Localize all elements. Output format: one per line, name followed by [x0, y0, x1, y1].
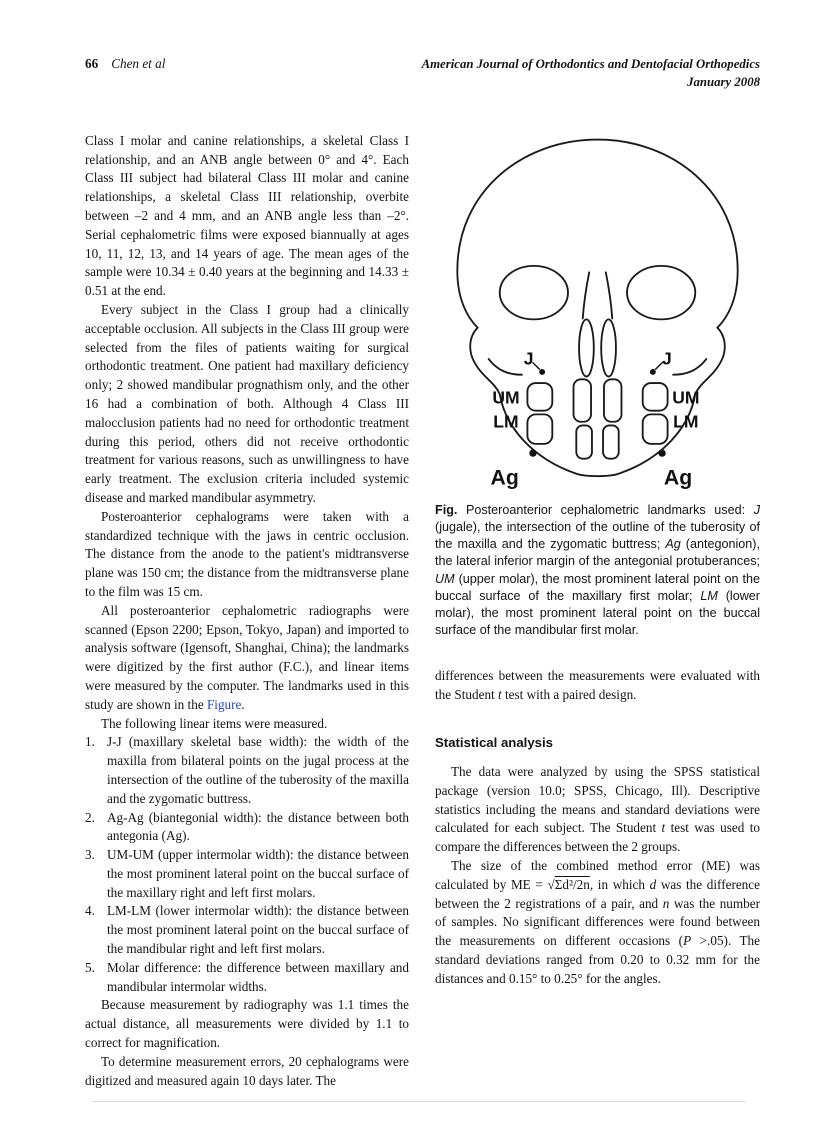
paragraph-sample-criteria: Class I molar and canine relationships, a skeletal Class I relationship, and an ANB angle between 0° and 4°. Each Class III subject had bilateral Class III molar and canine relationships, a skeletal Class III relationship, overbite between –2 and 4 mm, and an ANB angle less than –2°. Serial cephalometric films were exposed biannually at ages 10, 11, 12, 13, and 14 years of age. The mean ages of the sample were 10.34 ± 0.40 years at the beginning and 14.33 ± 0.51 at the end.: [85, 132, 409, 299]
page-number: 66: [85, 56, 99, 71]
list-item: [85, 846, 409, 902]
list-item-text: UM-UM (upper intermolar width): the distance between the most prominent lateral point on the buccal surface of the maxillary right and left first molars.: [107, 847, 409, 900]
label-antegonion-left: Ag: [490, 466, 519, 490]
list-item: [85, 902, 409, 958]
antegonion-dot-right: [658, 449, 665, 456]
paragraph-cephalogram-technique: Posteroanterior cephalograms were taken with a standardized technique with the jaws in centric occlusion. The distance from the anode to the patient's midtransverse plane was 150 cm; the distance from the midtransverse plane to the film was 15 cm.: [85, 508, 409, 599]
list-item: [85, 959, 409, 997]
label-jugale-right: J: [662, 348, 672, 369]
jugale-arrow-left: [533, 363, 539, 369]
page-header: [85, 56, 760, 92]
paragraph-continued: differences between the measurements were evaluated with the Student t test with a paired design.: [435, 668, 760, 703]
list-item-text: Molar difference: the difference between maxillary and mandibular intermolar widths.: [107, 959, 409, 994]
label-lower-molar-left: LM: [493, 411, 519, 432]
incisor-teeth: [574, 379, 622, 458]
paragraph-subject-selection: Every subject in the Class I group had a clinically acceptable occlusion. All subjects in the Class III group were selected from the files of patients waiting for surgical orthodontic treatment. One patient had maxillary deficiency only; 2 showed mandibular prognathism only, and the other 16 had a combination of both. Although 4 Class III malocclusion patients had no need for orthodontic treatment during this period, others did not receive orthodontic treatment for various reasons, such as unwillingness to have early treatment. The exclusion criteria included systemic disease and marked mandibular asymmetry.: [85, 301, 409, 505]
orbit-right: [627, 266, 695, 319]
journal-issue: January 2008: [687, 74, 760, 89]
list-item-number: 2.: [85, 809, 95, 825]
paragraph-magnification: Because measurement by radiography was 1.1 times the actual distance, all measurements were divided by 1.1 to correct for magnification.: [85, 997, 409, 1051]
label-jugale-left: J: [523, 348, 534, 369]
molar-teeth-left: [527, 383, 552, 444]
left-column: [85, 132, 409, 1091]
list-item-text: J-J (maxillary skeletal base width): the width of the maxilla from bilateral points on the jugal process at the intersection of the outline of the tuberosity of the maxilla and the zygomatic buttress.: [107, 734, 409, 806]
paragraph-digitizing: [85, 602, 409, 715]
section-heading-statistical-analysis: Statistical analysis: [435, 735, 554, 751]
running-header-left: [85, 56, 165, 72]
list-item: [85, 809, 409, 847]
label-upper-molar-right: UM: [672, 387, 700, 408]
figure-link[interactable]: Figure: [206, 696, 242, 712]
label-upper-molar-left: UM: [492, 387, 520, 408]
journal-name: American Journal of Orthodontics and Dentofacial Orthopedics: [421, 57, 760, 71]
list-item-text: Ag-Ag (biantegonial width): the distance between both antegonia (Ag).: [107, 809, 409, 844]
skull-line-drawing: [435, 134, 760, 490]
jugale-dot-right: [650, 369, 656, 375]
label-antegonion-right: Ag: [663, 466, 693, 490]
antegonion-dot-left: [529, 449, 536, 456]
figure-caption: Fig. Posteroanterior cephalometric landmarks used: J (jugale), the intersection of the outline of the tuberosity of the maxilla and the zygomatic buttress; Ag (antegonion), the lateral inferior margin of the antegonial protuberances; UM (upper molar), the most prominent lateral point on the buccal surface of the maxillary first molar; LM (lower molar), the most prominent lateral point on the buccal surface of the mandibular first molar.: [435, 502, 760, 638]
two-column-body: [85, 132, 760, 1091]
zygomatic-line-right: [673, 359, 706, 375]
list-item: [85, 733, 409, 808]
measurement-list: [85, 733, 409, 996]
zygomatic-line-left: [489, 359, 522, 375]
paragraph-list-intro: The following linear items were measured.: [101, 715, 328, 731]
running-head-authors: Chen et al: [111, 56, 166, 71]
label-lower-molar-right: LM: [673, 411, 699, 432]
nasal-bridge-right: [606, 272, 612, 318]
list-item-number: 1.: [85, 734, 95, 750]
paragraph-measurement-error: To determine measurement errors, 20 cephalograms were digitized and measured again 10 days later. The: [85, 1053, 409, 1088]
nasal-aperture-left: [579, 319, 594, 376]
orbit-left: [500, 266, 568, 319]
paragraph-digitizing-text: All posteroanterior cephalometric radiographs were scanned (Epson 2200; Epson, Tokyo, Japan) and imported to analysis software (Igensoft, Shanghai, China); the landmarks were digitized by the first author (F.C.), and linear items were measured by the computer. The landmarks used in this study are shown in the: [85, 602, 409, 712]
molar-teeth-right: [643, 383, 668, 444]
paragraph-digitizing-end: .: [241, 696, 245, 712]
nasal-bridge-left: [583, 272, 589, 318]
running-header-right: [422, 56, 760, 92]
jugale-arrow-right: [656, 363, 662, 369]
paragraph-spss: The data were analyzed by using the SPSS statistical package (version 10.0; SPSS, Chicago, Ill). Descriptive statistics including the means and standard deviations were calculated for each subject. The Student t test was used to compare the differences between the 2 groups.: [435, 764, 760, 855]
list-item-number: 4.: [85, 903, 95, 919]
list-item-text: LM-LM (lower intermolar width): the distance between the most prominent lateral point on the buccal surface of the mandibular right and left first molars.: [107, 903, 409, 957]
right-column: [435, 132, 760, 1091]
nasal-aperture-right: [601, 319, 616, 376]
cephalometric-figure: [435, 134, 760, 640]
paragraph-method-error: The size of the combined method error (ME) was calculated by ME = √Σd²/2n, in which d was the difference between the 2 registrations of a pair, and n was the number of samples. No significant differences were found between the measurements on different occasions (P >.05). The standard deviations ranged from 0.20 to 0.32 mm for the distances and 0.15° to 0.25° for the angles.: [435, 858, 760, 986]
list-item-number: 5.: [85, 959, 95, 975]
jugale-dot-left: [539, 369, 545, 375]
scan-edge-line: [92, 1101, 746, 1102]
list-item-number: 3.: [85, 847, 95, 863]
